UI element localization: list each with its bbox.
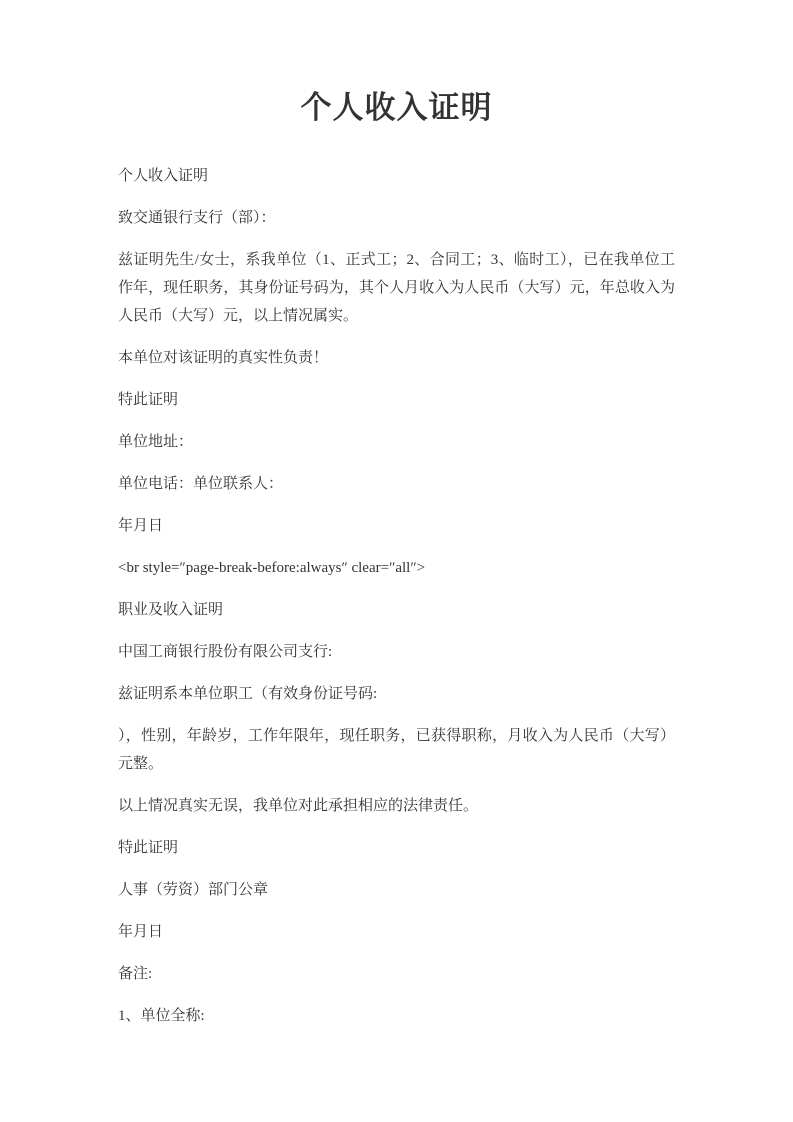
paragraph-certify-employee: 兹证明系本单位职工（有效身份证号码: [118, 686, 378, 702]
paragraph-unit-phone-contact: 单位电话：单位联系人： [118, 476, 284, 492]
paragraph-hr-seal: 人事（劳资）部门公章 [118, 882, 269, 898]
paragraph-employee-details: ），性别，年龄岁，工作年限年，现任职务，已获得职称，月收入为人民币（大写）元整。 [118, 728, 675, 772]
paragraph-unit-address: 单位地址： [118, 434, 194, 450]
paragraph-section2-title: 职业及收入证明 [118, 602, 224, 618]
document-title: 个人收入证明 [300, 90, 493, 125]
paragraph-remarks: 备注: [118, 966, 153, 982]
paragraph-date: 年月日 [118, 518, 164, 534]
paragraph-hereby-certify-2: 特此证明 [118, 840, 179, 856]
paragraph-certify-statement: 兹证明先生/女士，系我单位（1、正式工；2、合同工；3、临时工），已在我单位工作年，现任职务，其身份证号码为，其个人月收入为人民币（大写）元，年总收入为人民币（大写）元，以上情况属实。 [118, 252, 675, 324]
paragraph-legal-responsibility: 以上情况真实无误，我单位对此承担相应的法律责任。 [118, 798, 479, 814]
paragraph-unit-full-name: 1、单位全称: [118, 1008, 205, 1024]
paragraph-date-2: 年月日 [118, 924, 164, 940]
paragraph-responsibility: 本单位对该证明的真实性负责！ [118, 350, 329, 366]
paragraph-subtitle: 个人收入证明 [118, 168, 209, 184]
paragraph-icbc-branch: 中国工商银行股份有限公司支行: [118, 644, 333, 660]
paragraph-addressee-bank: 致交通银行支行（部）： [118, 210, 276, 226]
paragraph-hereby-certify: 特此证明 [118, 392, 179, 408]
paragraph-literal-br-tag: <br style=″page-break-before:always″ clear=″all″> [118, 560, 426, 576]
